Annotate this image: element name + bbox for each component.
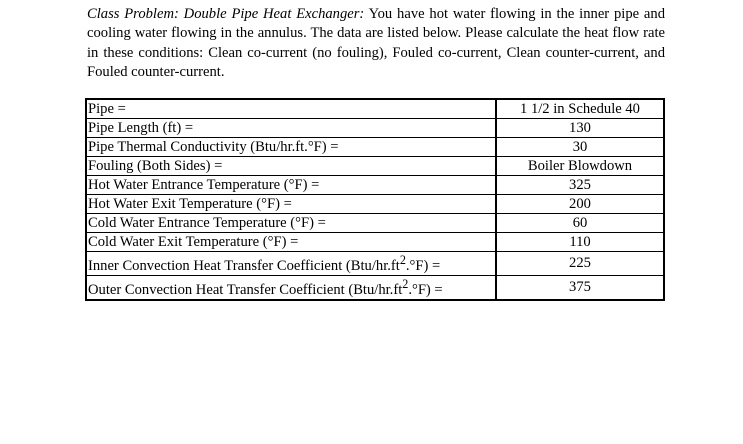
table-row (86, 176, 664, 195)
row-label: Pipe Length (ft) = (86, 119, 496, 138)
table-row (86, 195, 664, 214)
table-row (86, 119, 664, 138)
row-label (86, 275, 496, 299)
row-label-unit: .°F) = (408, 281, 443, 298)
row-value: 1 1/2 in Schedule 40 (520, 100, 640, 117)
data-table (85, 98, 665, 301)
row-value: 130 (496, 119, 664, 138)
row-value: 375 (496, 275, 664, 299)
row-label: Hot Water Entrance Temperature (°F) = (86, 176, 496, 195)
row-value: 225 (496, 252, 664, 276)
row-label: Fouling (Both Sides) = (86, 157, 496, 176)
row-label: Pipe Thermal Conductivity (Btu/hr.ft.°F) = (86, 138, 496, 157)
problem-title: Class Problem: Double Pipe Heat Exchanger: (87, 6, 365, 22)
table-row (86, 252, 664, 276)
table-row (86, 275, 664, 299)
row-label: Cold Water Exit Temperature (°F) = (86, 233, 496, 252)
superscript-two: 2 (399, 253, 406, 267)
row-value: 325 (496, 176, 664, 195)
row-value: 200 (496, 195, 664, 214)
row-label (86, 252, 496, 276)
row-value: 110 (496, 233, 664, 252)
row-value: Boiler Blowdown (496, 157, 664, 176)
row-value: 60 (496, 214, 664, 233)
problem-body: You have hot water flowing in the inner pipe and cooling water flowing in the annulus. The data are listed below. Please calculate the heat flow rate in these conditions: Clean co-current (no fouling), Fouled co-current, Clean counter-current, and Fouled counter-current. (87, 6, 665, 80)
table-row (86, 233, 664, 252)
row-label-text: Outer Convection Heat Transfer Coefficient (Btu/hr.ft (88, 281, 403, 298)
row-label-text: Inner Convection Heat Transfer Coefficient (Btu/hr.ft (88, 257, 400, 274)
row-label-unit: .°F) = (405, 257, 441, 274)
table-row (86, 138, 664, 157)
row-label: Pipe = (86, 99, 496, 119)
table-row (86, 99, 664, 119)
problem-statement (87, 5, 665, 82)
table-row (86, 214, 664, 233)
table-row (86, 157, 664, 176)
superscript-two: 2 (402, 276, 409, 291)
row-label: Hot Water Exit Temperature (°F) = (86, 195, 496, 214)
row-label: Cold Water Entrance Temperature (°F) = (86, 214, 496, 233)
row-value: 30 (496, 138, 664, 157)
